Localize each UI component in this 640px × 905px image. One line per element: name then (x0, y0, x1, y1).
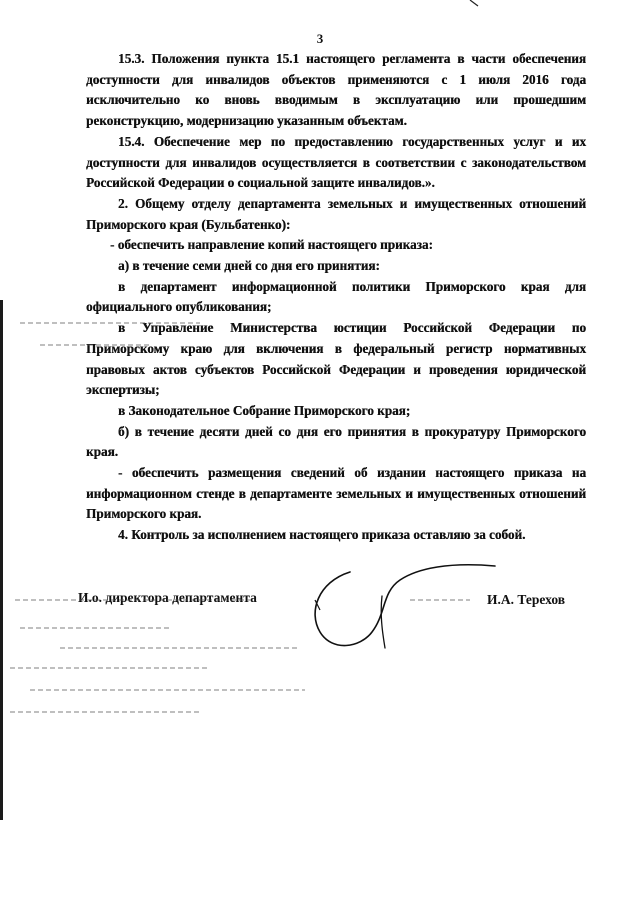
paragraph-item-4: 4. Контроль за исполнением настоящего приказа оставляю за собой. (118, 527, 526, 543)
paragraph-info-policy-dept: в департамент информационной политики Приморского края для официального опубликования; (86, 278, 586, 315)
paragraph-ten-days: б) в течение десяти дней со дня его принятия в прокуратуру Приморского края. (86, 423, 586, 460)
scan-edge-shadow (0, 300, 3, 820)
paragraph-info-stand: - обеспечить размещения сведений об издании настоящего приказа на информационном стенде в департаменте земельных и имущественных отношений Приморского края. (86, 465, 586, 522)
paragraph-ministry-justice: в Управление Министерства юстиции Российской Федерации по Приморскому краю для включения в федеральный регистр нормативных правовых актов субъектов Российской Федерации и проведения юридической экспертизы; (86, 320, 586, 398)
paragraph-15-3: 15.3. Положения пункта 15.1 настоящего регламента в части обеспечения доступности для инвалидов объектов применяются с 1 июля 2016 года исключительно ко вновь вводимым в эксплуатацию или прошедшим реконструкцию, модернизацию указанным объектам. (86, 51, 586, 129)
signatory-name: И.А. Терехов (487, 592, 566, 607)
page-number: 3 (316, 31, 324, 46)
paragraph-seven-days: а) в течение семи дней со дня его принятия: (118, 258, 380, 274)
document-body (86, 49, 586, 546)
signatory-title: И.о. директора департамента (78, 590, 257, 605)
handwritten-signature (290, 552, 500, 662)
paragraph-item-2: 2. Общему отделу департамента земельных и имущественных отношений Приморского края (Бульбатенко): (86, 195, 586, 232)
paragraph-send-copies: - обеспечить направление копий настоящего приказа: (110, 237, 433, 253)
paragraph-legislative-assembly: в Законодательное Собрание Приморского края; (118, 402, 411, 418)
paragraph-15-4: 15.4. Обеспечение мер по предоставлению государственных услуг и их доступности для инвалидов осуществляется в соответствии с законодательством Российской Федерации о социальной защите инвалидов.». (86, 133, 586, 191)
